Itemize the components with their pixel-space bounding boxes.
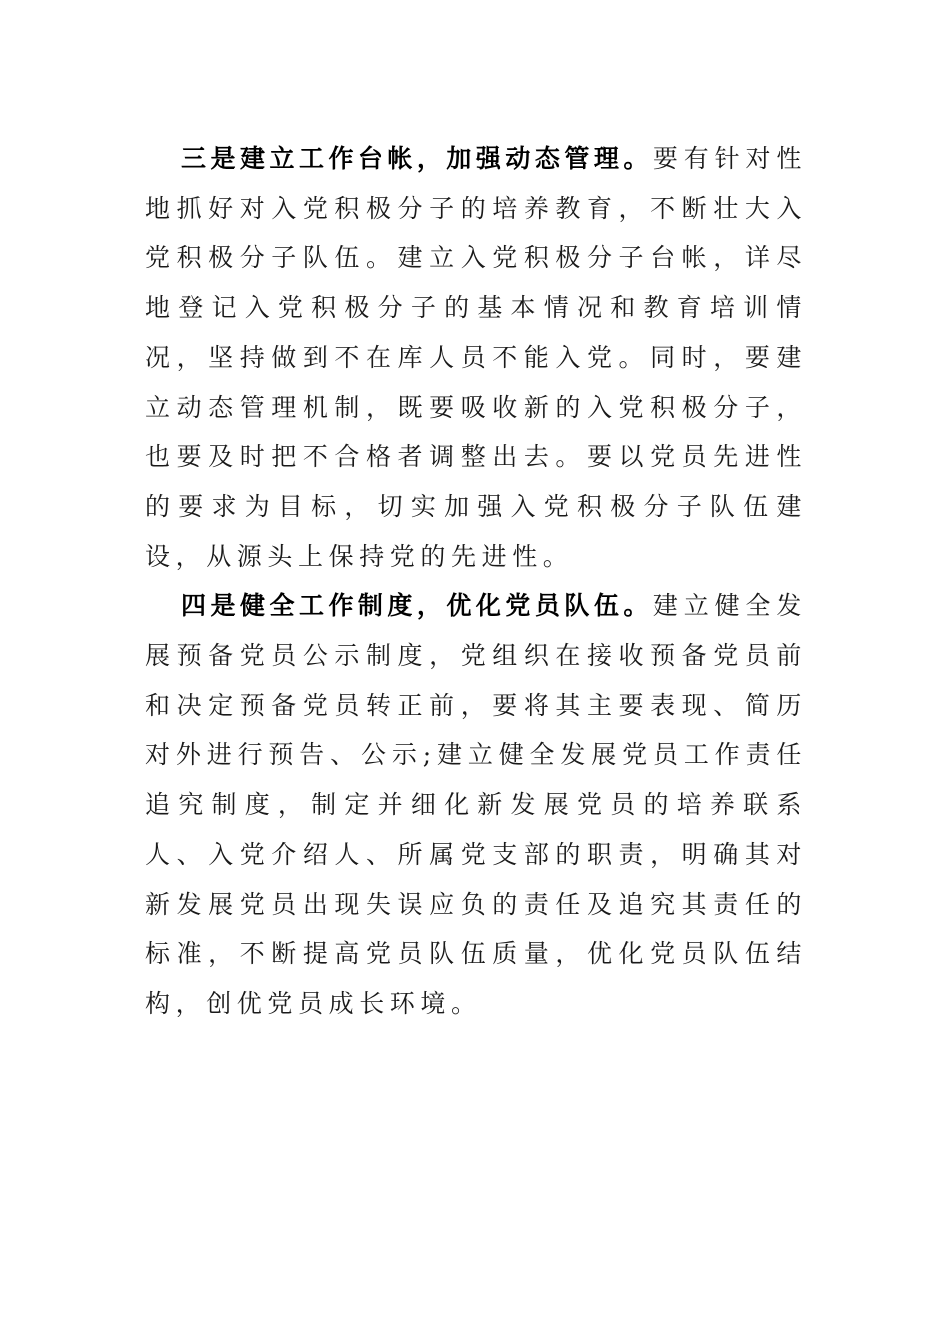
- paragraph-work-system: [145, 581, 807, 1028]
- paragraph-lead-ledger: 三是建立工作台帐，加强动态管理。: [181, 144, 653, 173]
- paragraph-text-ledger: 要有针对性地抓好对入党积极分子的培养教育，不断壮大入党积极分子队伍。建立入党积极分子台帐，详尽地登记入党积极分子的基本情况和教育培训情况，坚持做到不在库人员不能入党。同时，要建立动态管理机制，既要吸收新的入党积极分子，也要及时把不合格者调整出去。要以党员先进性的要求为目标，切实加强入党积极分子队伍建设，从源头上保持党的先进性。: [145, 144, 807, 571]
- paragraph-text-system: 建立健全发展预备党员公示制度，党组织在接收预备党员前和决定预备党员转正前，要将其主要表现、简历对外进行预告、公示;建立健全发展党员工作责任追究制度，制定并细化新发展党员的培养联系人、入党介绍人、所属党支部的职责，明确其对新发展党员出现失误应负的责任及追究其责任的标准，不断提高党员队伍质量，优化党员队伍结构，创优党员成长环境。: [145, 591, 807, 1018]
- paragraph-ledger-management: [145, 134, 807, 581]
- paragraph-lead-system: 四是健全工作制度，优化党员队伍。: [181, 591, 653, 621]
- document-body: [145, 134, 807, 1029]
